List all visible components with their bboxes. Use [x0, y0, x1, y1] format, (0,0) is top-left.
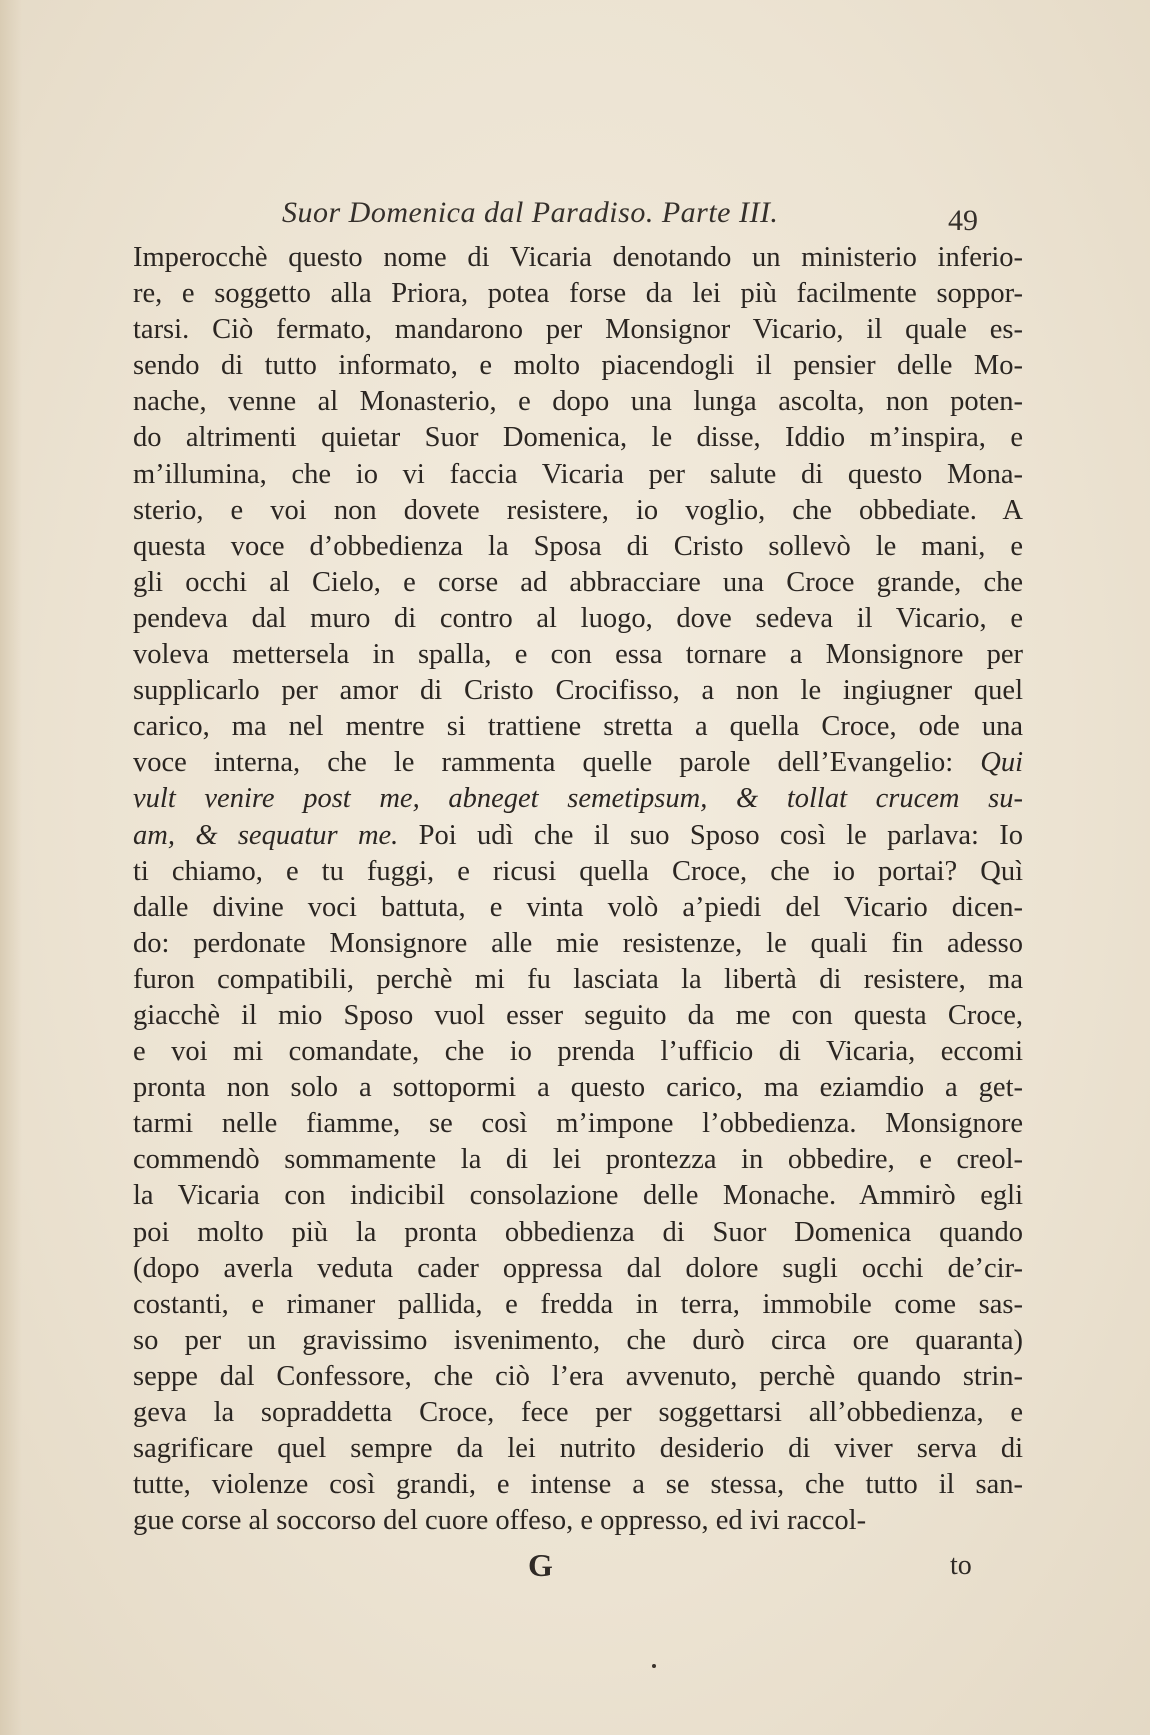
- signature-mark: G: [528, 1547, 553, 1583]
- text-segment: furon compatibili, perchè mi fu lasciata la libertà di resistere, ma: [133, 963, 1023, 995]
- text-segment: gli occhi al Cielo, e corse ad abbracciare una Croce grande, che: [133, 566, 1023, 598]
- ink-speck: [652, 1664, 656, 1668]
- text-segment: gue corse al soccorso del cuore offeso, e oppresso, ed ivi raccol-: [133, 1505, 867, 1537]
- text-segment: sendo di tutto informato, e molto piacendogli il pensier delle Mo-: [133, 350, 1023, 382]
- text-line: [133, 781, 1023, 817]
- text-line: [133, 384, 1023, 420]
- text-segment: supplicarlo per amor di Cristo Crocifisso, a non le ingiugner quel: [133, 675, 1023, 707]
- text-line: [133, 709, 1023, 745]
- text-segment: questa voce d’obbedienza la Sposa di Cristo sollevò le mani, e: [133, 530, 1023, 562]
- text-segment: voleva mettersela in spalla, e con essa tornare a Monsignore per: [133, 639, 1023, 671]
- text-line: [133, 745, 1023, 781]
- text-line: [133, 420, 1023, 456]
- text-line: [133, 276, 1023, 312]
- text-line: [133, 240, 1023, 276]
- text-line: [133, 673, 1023, 709]
- text-line: [133, 818, 1023, 854]
- text-line: [133, 529, 1023, 565]
- text-line: [133, 1178, 1023, 1214]
- text-segment: (dopo averla veduta cader oppressa dal dolore sugli occhi de’cir-: [133, 1252, 1023, 1284]
- text-segment: nache, venne al Monasterio, e dopo una lunga ascolta, non poten-: [133, 386, 1023, 418]
- text-line: [133, 1070, 1023, 1106]
- text-line: [133, 998, 1023, 1034]
- latin-quotation: Qui: [980, 747, 1023, 779]
- text-line: [133, 601, 1023, 637]
- text-segment: costanti, e rimaner pallida, e fredda in terra, immobile come sas-: [133, 1288, 1023, 1320]
- latin-quotation: vult venire post me, abneget semetipsum, & tollat crucem su-: [133, 783, 1023, 815]
- text-line: [133, 1395, 1023, 1431]
- page-number: 49: [948, 204, 978, 237]
- text-line: [133, 1251, 1023, 1287]
- text-line: [133, 1215, 1023, 1251]
- text-line: [133, 312, 1023, 348]
- text-segment: do altrimenti quietar Suor Domenica, le disse, Iddio m’inspira, e: [133, 422, 1023, 454]
- text-segment: pronta non solo a sottopormi a questo carico, ma eziamdio a get-: [133, 1072, 1023, 1104]
- running-head: Suor Domenica dal Paradiso. Parte III.: [282, 196, 779, 229]
- body-text: [133, 240, 1023, 1539]
- text-line: [133, 1034, 1023, 1070]
- text-segment: tutte, violenze così grandi, e intense a se stessa, che tutto il san-: [133, 1469, 1023, 1501]
- text-line: [133, 1503, 1023, 1539]
- page-gutter-shadow: [0, 0, 22, 1735]
- text-segment: dalle divine voci battuta, e vinta volò a’piedi del Vicario dicen-: [133, 891, 1023, 923]
- text-segment: poi molto più la pronta obbedienza di Suor Domenica quando: [133, 1216, 1023, 1248]
- text-line: [133, 637, 1023, 673]
- text-line: [133, 493, 1023, 529]
- text-segment: re, e soggetto alla Priora, potea forse da lei più facilmente soppor-: [133, 278, 1023, 310]
- text-line: [133, 1359, 1023, 1395]
- text-line: [133, 890, 1023, 926]
- text-segment: giacchè il mio Sposo vuol esser seguito da me con questa Croce,: [133, 999, 1023, 1031]
- text-segment: Poi udì che il suo Sposo così le parlava: Io: [398, 819, 1023, 851]
- text-segment: ti chiamo, e tu fuggi, e ricusi quella Croce, che io portai? Quì: [133, 855, 1023, 887]
- text-line: [133, 854, 1023, 890]
- text-segment: la Vicaria con indicibil consolazione delle Monache. Ammirò egli: [133, 1180, 1023, 1212]
- text-line: [133, 1467, 1023, 1503]
- text-segment: tarsi. Ciò fermato, mandarono per Monsignor Vicario, il quale es-: [133, 314, 1023, 346]
- text-line: [133, 565, 1023, 601]
- catchword: to: [950, 1550, 972, 1581]
- text-line: [133, 1323, 1023, 1359]
- text-segment: tarmi nelle fiamme, se così m’impone l’obbedienza. Monsignore: [133, 1108, 1023, 1140]
- text-segment: sagrificare quel sempre da lei nutrito desiderio di viver serva di: [133, 1433, 1023, 1465]
- text-line: [133, 926, 1023, 962]
- text-segment: pendeva dal muro di contro al luogo, dove sedeva il Vicario, e: [133, 602, 1023, 634]
- text-line: [133, 1106, 1023, 1142]
- text-segment: e voi mi comandate, che io prenda l’ufficio di Vicaria, eccomi: [133, 1036, 1023, 1068]
- text-segment: carico, ma nel mentre si trattiene stretta a quella Croce, ode una: [133, 711, 1023, 743]
- text-segment: geva la sopraddetta Croce, fece per soggettarsi all’obbedienza, e: [133, 1397, 1023, 1428]
- text-line: [133, 1287, 1023, 1323]
- text-segment: m’illumina, che io vi faccia Vicaria per salute di questo Mona-: [133, 458, 1023, 490]
- text-segment: voce interna, che le rammenta quelle parole dell’Evangelio:: [133, 747, 981, 779]
- text-line: [133, 457, 1023, 493]
- text-line: [133, 1431, 1023, 1467]
- text-line: [133, 348, 1023, 384]
- text-segment: do: perdonate Monsignore alle mie resistenze, le quali fin adesso: [133, 927, 1023, 959]
- text-segment: seppe dal Confessore, che ciò l’era avvenuto, perchè quando strin-: [133, 1360, 1023, 1392]
- text-segment: so per un gravissimo isvenimento, che durò circa ore quaranta): [133, 1324, 1023, 1356]
- text-segment: commendò sommamente la di lei prontezza in obbedire, e creol-: [133, 1144, 1023, 1176]
- text-line: [133, 962, 1023, 998]
- text-segment: sterio, e voi non dovete resistere, io voglio, che obbediate. A: [133, 494, 1023, 526]
- text-segment: Imperocchè questo nome di Vicaria denotando un ministerio inferio-: [133, 242, 1023, 273]
- text-line: [133, 1142, 1023, 1178]
- latin-quotation: am, & sequatur me.: [133, 819, 399, 851]
